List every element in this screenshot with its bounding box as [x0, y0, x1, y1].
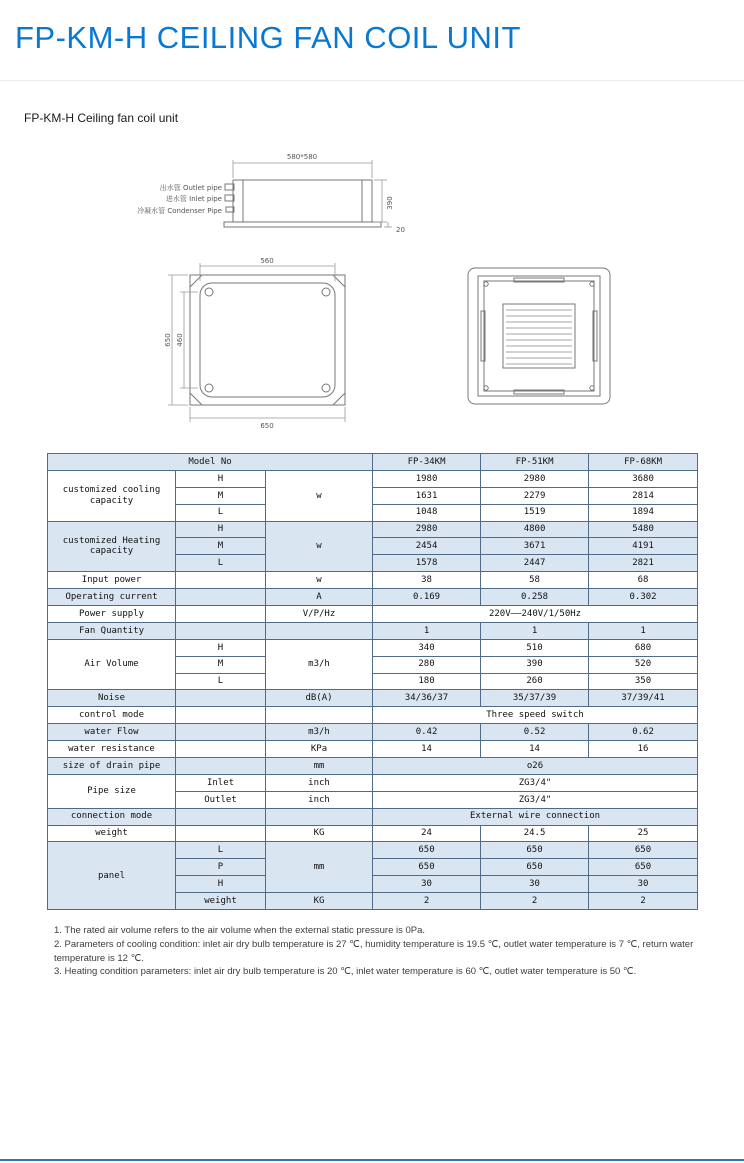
table-cell [176, 758, 266, 775]
table-row [48, 758, 698, 775]
table-cell: Outlet [176, 791, 266, 808]
table-cell: H [176, 470, 266, 487]
cassette-grille-louvers [506, 310, 572, 364]
unit-cell: KPa [266, 741, 373, 758]
table-row [48, 521, 698, 538]
unit-cell: KG [266, 825, 373, 842]
table-cell: 2980 [481, 470, 589, 487]
table-cell [176, 690, 266, 707]
column-header: FP-51KM [481, 454, 589, 471]
table-row [48, 589, 698, 606]
table-cell: 1 [373, 622, 481, 639]
table-cell [176, 707, 266, 724]
table-cell: o26 [373, 758, 698, 775]
table-cell: 1519 [481, 504, 589, 521]
row-label: connection mode [48, 808, 176, 825]
table-cell: 650 [373, 842, 481, 859]
table-cell [266, 622, 373, 639]
table-cell [266, 808, 373, 825]
table-cell: 4191 [589, 538, 698, 555]
unit-cell: m3/h [266, 639, 373, 690]
table-cell: 68 [589, 572, 698, 589]
table-cell: 2454 [373, 538, 481, 555]
unit-cell: mm [266, 758, 373, 775]
row-label: customized Heating capacity [48, 521, 176, 572]
table-row [48, 690, 698, 707]
row-label: Input power [48, 572, 176, 589]
table-row [48, 808, 698, 825]
table-row [48, 774, 698, 791]
table-cell: ZG3/4" [373, 774, 698, 791]
table-cell: L [176, 842, 266, 859]
table-cell: L [176, 673, 266, 690]
table-cell: 16 [589, 741, 698, 758]
table-cell: 510 [481, 639, 589, 656]
footnotes [54, 924, 702, 979]
technical-drawings [0, 135, 744, 455]
table-cell: 4800 [481, 521, 589, 538]
footnote-1: 1. The rated air volume refers to the air volume when the external static pressure is 0Pa. [54, 925, 426, 936]
table-cell: 2 [481, 893, 589, 910]
table-cell [176, 572, 266, 589]
column-header: Model No [48, 454, 373, 471]
table-cell: 650 [373, 859, 481, 876]
table-cell: 1894 [589, 504, 698, 521]
row-label: Fan Quantity [48, 622, 176, 639]
row-label: customized cooling capacity [48, 470, 176, 521]
table-cell: P [176, 859, 266, 876]
table-cell: M [176, 487, 266, 504]
table-cell: 520 [589, 656, 698, 673]
table-row [48, 622, 698, 639]
table-cell [176, 589, 266, 606]
row-label: size of drain pipe [48, 758, 176, 775]
table-cell: 680 [589, 639, 698, 656]
table-row [48, 825, 698, 842]
table-cell: 58 [481, 572, 589, 589]
page-title: FP-KM-H CEILING FAN COIL UNIT [15, 20, 521, 55]
header-divider [0, 80, 744, 81]
table-cell: 35/37/39 [481, 690, 589, 707]
table-row [48, 724, 698, 741]
table-cell: 220V——240V/1/50Hz [373, 606, 698, 623]
table-cell: 350 [589, 673, 698, 690]
table-cell: 650 [481, 842, 589, 859]
table-cell [176, 808, 266, 825]
row-label: Noise [48, 690, 176, 707]
unit-cell: w [266, 521, 373, 572]
table-cell: 1 [481, 622, 589, 639]
dim-label-plan-left-outer: 650 [164, 333, 172, 347]
table-row [48, 470, 698, 487]
specification-table [47, 453, 698, 910]
row-label: Air Volume [48, 639, 176, 690]
table-cell: 30 [481, 876, 589, 893]
row-label: weight [48, 825, 176, 842]
unit-cell: mm [266, 842, 373, 893]
footer-divider [0, 1159, 744, 1161]
dim-label-plan-bottom: 650 [260, 422, 274, 430]
side-view-dimensions [233, 160, 392, 227]
table-cell: 650 [481, 859, 589, 876]
table-cell: weight [176, 893, 266, 910]
dim-label-width: 580*580 [286, 153, 318, 161]
table-cell: 0.52 [481, 724, 589, 741]
table-cell: 38 [373, 572, 481, 589]
table-cell: 2821 [589, 555, 698, 572]
table-cell: 37/39/41 [589, 690, 698, 707]
table-cell [266, 707, 373, 724]
table-cell: 390 [481, 656, 589, 673]
table-cell: 260 [481, 673, 589, 690]
table-cell: 1048 [373, 504, 481, 521]
unit-cell: m3/h [266, 724, 373, 741]
table-cell: M [176, 656, 266, 673]
table-cell: 30 [589, 876, 698, 893]
table-cell: 25 [589, 825, 698, 842]
table-cell: 2980 [373, 521, 481, 538]
table-cell: Three speed switch [373, 707, 698, 724]
table-cell: 2447 [481, 555, 589, 572]
table-cell: 1980 [373, 470, 481, 487]
outlet-pipe-label: 出水管 Outlet pipe [159, 184, 222, 192]
table-cell: M [176, 538, 266, 555]
table-cell: H [176, 876, 266, 893]
unit-cell: inch [266, 774, 373, 791]
table-cell: H [176, 521, 266, 538]
unit-cell: inch [266, 791, 373, 808]
row-label: Power supply [48, 606, 176, 623]
table-row [48, 639, 698, 656]
table-cell [176, 622, 266, 639]
footnote-2: 2. Parameters of cooling condition: inlet air dry bulb temperature is 27 ℃, humidity temperature is 19.5 ℃, outlet water temperature is 7 ℃, return water temperature is 12 ℃. [54, 938, 694, 964]
condenser-pipe-label: 冷凝水管 Condenser Pipe [137, 207, 222, 215]
unit-cell: w [266, 572, 373, 589]
product-subtitle: FP-KM-H Ceiling fan coil unit [24, 111, 179, 125]
table-cell [176, 741, 266, 758]
row-label: Operating current [48, 589, 176, 606]
table-row [48, 842, 698, 859]
plan-view-drawing [190, 275, 345, 405]
table-cell: H [176, 639, 266, 656]
footnote-3: 3. Heating condition parameters: inlet air dry bulb temperature is 20 ℃, inlet water temperature is 60 ℃, outlet water temperature is 50 ℃. [54, 966, 637, 978]
dim-label-plan-top: 560 [260, 257, 274, 265]
unit-cell: V/P/Hz [266, 606, 373, 623]
table-cell: 2 [589, 893, 698, 910]
table-cell: 34/36/37 [373, 690, 481, 707]
table-cell: 24.5 [481, 825, 589, 842]
table-cell: 3680 [589, 470, 698, 487]
row-label: panel [48, 842, 176, 910]
table-cell: 14 [481, 741, 589, 758]
table-cell: 0.62 [589, 724, 698, 741]
unit-cell: KG [266, 893, 373, 910]
table-cell: 30 [373, 876, 481, 893]
unit-cell: A [266, 589, 373, 606]
table-cell: 280 [373, 656, 481, 673]
table-cell: 0.258 [481, 589, 589, 606]
row-label: water Flow [48, 724, 176, 741]
row-label: water resistance [48, 741, 176, 758]
inlet-pipe-label: 进水管 Inlet pipe [165, 195, 222, 203]
dim-label-plan-left-inner: 460 [176, 333, 184, 347]
table-cell: 2 [373, 893, 481, 910]
table-cell: 650 [589, 842, 698, 859]
table-cell: 180 [373, 673, 481, 690]
dim-label-height: 390 [386, 196, 394, 210]
table-row [48, 707, 698, 724]
table-cell: 14 [373, 741, 481, 758]
table-cell: 1578 [373, 555, 481, 572]
table-cell: 3671 [481, 538, 589, 555]
table-cell: 2279 [481, 487, 589, 504]
table-cell: 1 [589, 622, 698, 639]
unit-cell: w [266, 470, 373, 521]
table-cell: L [176, 504, 266, 521]
table-cell: 0.169 [373, 589, 481, 606]
column-header: FP-34KM [373, 454, 481, 471]
cassette-panel-drawing [468, 268, 610, 404]
table-row [48, 741, 698, 758]
table-cell [176, 606, 266, 623]
row-label: Pipe size [48, 774, 176, 808]
table-cell [176, 825, 266, 842]
table-cell: 2814 [589, 487, 698, 504]
table-cell [176, 724, 266, 741]
table-cell: External wire connection [373, 808, 698, 825]
table-cell: 5480 [589, 521, 698, 538]
table-cell: 1631 [373, 487, 481, 504]
row-label: control mode [48, 707, 176, 724]
table-cell: 0.302 [589, 589, 698, 606]
table-row [48, 454, 698, 471]
side-view-drawing [224, 180, 381, 227]
table-cell: 340 [373, 639, 481, 656]
table-cell: L [176, 555, 266, 572]
table-cell: 24 [373, 825, 481, 842]
table-cell: ZG3/4" [373, 791, 698, 808]
table-cell: 0.42 [373, 724, 481, 741]
table-cell: Inlet [176, 774, 266, 791]
unit-cell: dB(A) [266, 690, 373, 707]
table-row [48, 572, 698, 589]
column-header: FP-68KM [589, 454, 698, 471]
dim-label-flange: 20 [396, 226, 405, 234]
table-cell: 650 [589, 859, 698, 876]
table-row [48, 606, 698, 623]
